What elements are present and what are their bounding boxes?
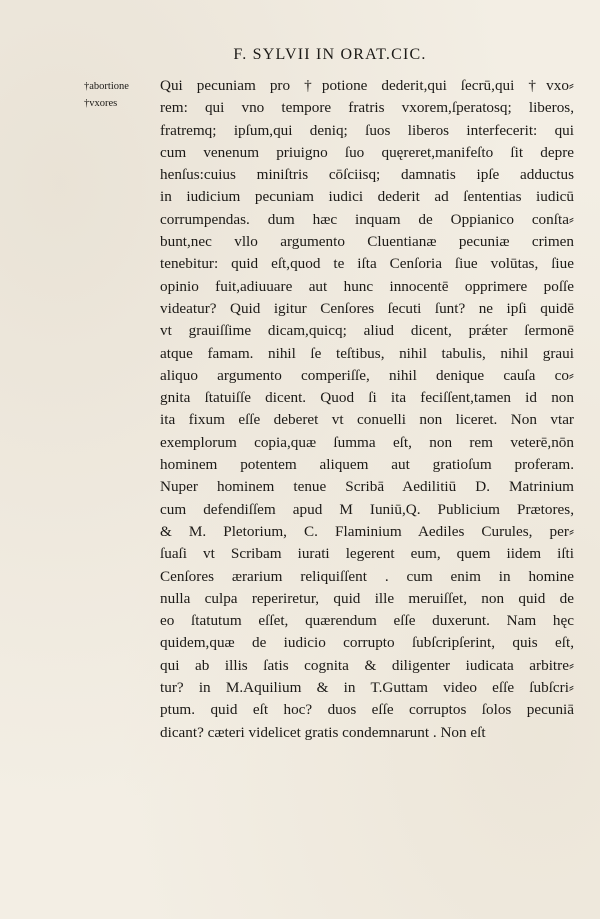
text-line: henſus:cuius miniſtris cōſciisq; damnatis ipſe adductus [160,166,574,184]
text-line: in iudicium pecuniam iudici dederit ad ſententias iudicū [160,188,574,206]
text-line: aliquo argumento comperiſſe, nihil denique cauſa co⸗ [160,366,574,384]
text-line: gnita ſtatuiſſe dicent. Quod ſi ita feciſſent,tamen id non [160,389,574,407]
text-line: cum defendiſſem apud M Iuniū,Q. Publicium Prætores, [160,500,574,518]
text-line: atque famam. nihil ſe teſtibus, nihil tabulis, nihil graui [160,344,574,362]
text-line: qui ab illis ſatis cognita & diligenter iudicata arbitre⸗ [160,656,574,674]
text-line: bunt,nec vllo argumento Cluentianæ pecuniæ crimen [160,233,574,251]
text-line: exemplorum copia,quæ ſumma eſt, non rem veterē,nōn [160,433,574,451]
text-line: eo ſtatutum eſſet, quærendum eſſe duxerunt. Nam hęc [160,612,574,630]
text-line: Cenſores ærarium reliquiſſent . cum enim in homine [160,567,574,585]
text-line: Qui pecuniam pro †potione dederit,qui ſecrū,qui †vxo⸗ [160,77,574,94]
marginal-notes [84,78,154,112]
text-line: ita fixum eſſe deberet vt conuelli non liceret. Non vtar [160,411,574,429]
text-line: cum venenum priuigno ſuo quęreret,manifeſto ſit depre [160,143,574,161]
text-line: videatur? Quid igitur Cenſores ſecuti ſunt? ne ipſi quidē [160,299,574,317]
text-line: tenebitur: quid eſt,quod te iſta Cenſoria ſiue volūtas, ſiue [160,255,574,273]
text-line: ſuaſi vt Scribam iurati legerent eum, quem iidem iſti [160,545,574,563]
text-line: dicant? cæteri videlicet gratis condemnarunt . Non eſt [160,723,486,741]
text-line: rem: qui vno tempore fratris vxorem,ſperatosq; liberos, [160,99,574,117]
text-line: & M. Pletorium, C. Flaminium Aediles Curules, per⸗ [160,522,574,540]
text-line: Nuper hominem tenue Scribā Aedilitiū D. Matrinium [160,478,574,496]
text-line: quidem,quæ de iudicio corrupto ſubſcripſerint, quis eſt, [160,634,574,652]
marginal-note-vxores: †vxores [84,98,118,109]
running-head: F. SYLVII IN ORAT.CIC. [233,46,427,63]
text-line: tur? in M.Aquilium & in T.Guttam video eſſe ſubſcri⸗ [160,679,574,697]
marginal-note-abortione: †abortione [84,81,129,92]
text-line: hominem potentem aliquem aut gratioſum proferam. [160,456,574,474]
text-line: corrumpendas. dum hæc inquam de Oppianico conſta⸗ [160,210,574,228]
text-line: nulla culpa reperiretur, quid ille meruiſſet, non quid de [160,589,574,607]
text-line: ptum. quid eſt hoc? duos eſſe corruptos ſolos pecuniā [160,701,574,719]
text-line: opinio fuit,adiuuare aut hunc innocentē opprimere poſſe [160,277,574,295]
text-line: vt grauiſſime dicam,quicq; aliud dicent, prǽter ſermonē [160,322,574,340]
text-line: fratremq; ipſum,qui deniq; ſuos liberos interfecerit: qui [160,121,574,139]
body-text [160,75,574,744]
